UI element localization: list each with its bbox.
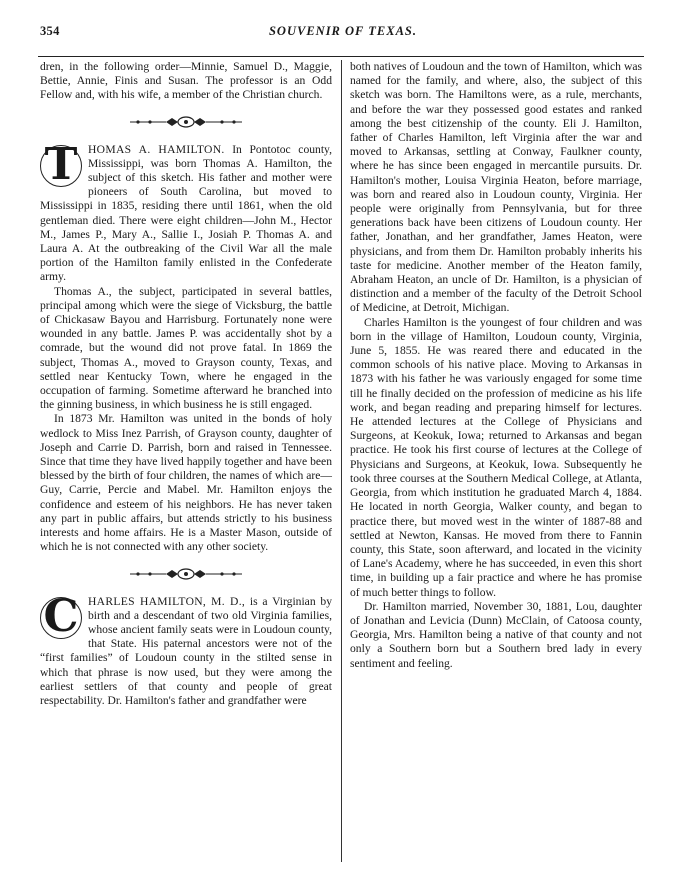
charles-paragraph-continued: both natives of Loudoun and the town of Hamilton, which was named for the family, and where, also, the subject of this sketch was born. The Hamiltons were, as a rule, merchants, and before the war they possessed good estates and ranked among the best citizenship of the county. Eli J. Hamilton, father of Charles Hamilton, left Virginia after the war and moved to Arkansas, settling at Conway, Faulkner county, where he has since been engaged in mercantile pursuits. Dr. Hamilton's mother, Louisa Virginia Heaton, before marriage, was born and reared also in Loudoun county, Virginia. Her people were originally from Pennsylvania, but for three generations back have been citizens of Loudoun county. Her father, Jonathan, and her grandfather, James Heaton, were physicians, and from them Dr. Hamilton probably inherits his taste for medicine. Another member of the Heaton family, Abraham Heaton, an uncle of Dr. Hamilton, is a physician of distinction and a member of the faculty of the Detroit School of Medicine, at Detroit, Michigan. <box>350 60 642 315</box>
continued-paragraph: dren, in the following order—Minnie, Samuel D., Maggie, Bettie, Annie, Finis and Susan. The professor is an Odd Fellow and, with his wife, a member of the Christian church. <box>40 60 332 102</box>
left-column <box>40 60 332 708</box>
dropcap-c: C <box>40 597 82 639</box>
dropcap-t: T <box>40 145 82 187</box>
thomas-paragraph-3: In 1873 Mr. Hamilton was united in the bonds of holy wedlock to Miss Inez Parrish, of Grayson county, daughter of Joseph and Carrie D. Parrish, born and raised in Tennessee. Since that time they have lived happily together and have been blessed by the birth of four children, the names of which are—Guy, Carrie, Percie and Mabel. Mr. Hamilton enjoys the confidence and esteem of his neighbors. He has never taken any part in public affairs, but attends strictly to his business interests and home affairs. He is a Master Mason, outside of which he is not connected with any other society. <box>40 412 332 554</box>
page-header <box>40 22 646 42</box>
thomas-paragraph-1 <box>40 138 332 285</box>
charles-paragraph-1 <box>40 590 332 709</box>
running-title: SOUVENIR OF TEXAS. <box>268 24 418 38</box>
thomas-paragraph-2: Thomas A., the subject, participated in several battles, principal among which were the siege of Vicksburg, the battle of Chickasaw Bayou and Harrisburg. Fortunately none were wounded in any battle. James P. was accidentally shot by a comrade, but the wound did not prove fatal. In 1869 the subject, Thomas A., moved to Grayson county, Texas, and settled near Kentucky Town, where he engaged in the occupation of farming. Sometime afterward he branched into the ginning business, in which business he is still engaged. <box>40 284 332 412</box>
header-rule <box>38 56 644 57</box>
page-number: 354 <box>40 24 60 38</box>
charles-paragraph-2: Charles Hamilton is the youngest of four children and was born in the village of Hamilton, Loudoun county, Virginia, June 5, 1855. He was reared there and educated in the common schools of his native place. Moving to Arkansas in 1873 with his father he was variously engaged for some time till he finally decided on the profession of medicine as his life work, and began reading and preparing himself for lectures. He attended lectures at the College of Physicians and Surgeons, at Keokuk, Iowa; returned to Arkansas and began practice. He took his first course of lectures at the College of Physicians and Surgeons, at Keokuk, Iowa. Subsequently he took three courses at the Southern Medical College, at Atlanta, Georgia, from which institution he graduated March 4, 1884. He located in north Georgia, Walker county, and began to practice there, but moved west in the winter of 1887-88 and settled at Newton, Kansas. He moved from there to Fannin county, this State, soon afterward, and located in the vicinity of Lane's Academy, where he has succeeded, in even this short time, in building up a fair practice and where he has promise of much better things to follow. <box>350 315 642 599</box>
thomas-lead: HOMAS A. HAMILTON. <box>88 142 225 156</box>
charles-lead: HARLES HAMILTON, M. D., <box>88 594 246 608</box>
charles-p1-text: is a Virginian by birth and a descendant of two old Virginia families, whose ancient family seats were in Loudoun county, that State. His paternal ancestors were not of the “first families” of Loudoun county in the stilted sense in which that phrase is now used, but they were among the earliest settlers of that county and people of great respectability. Dr. Hamilton's father and grandfather were <box>40 594 332 707</box>
floral-divider-icon <box>40 115 332 131</box>
charles-paragraph-3: Dr. Hamilton married, November 30, 1881, Lou, daughter of Jonathan and Levicia (Dunn) McClain, of Catoosa county, Georgia, Mrs. Hamilton being a native of that county and not only a Southern born but a Southern bred lady in every sentiment and feeling. <box>350 599 642 670</box>
thomas-p1-text: In Pontotoc county, Mississippi, was born Thomas A. Hamilton, the subject of this sketch. His father and mother were pioneers of South Carolina, but moved to Mississippi in 1835, residing there until 1861, when the old gentleman died. There were eight children—John M., Hector M., James P., Mary A., Sallie I., Josiah P. Thomas A. and Laura A. At the outbreaking of the Civil War all the male portion of the Hamilton family enlisted in the Confederate army. <box>40 142 332 284</box>
floral-divider-icon <box>40 567 332 583</box>
right-column <box>350 60 642 671</box>
column-divider <box>341 60 342 862</box>
